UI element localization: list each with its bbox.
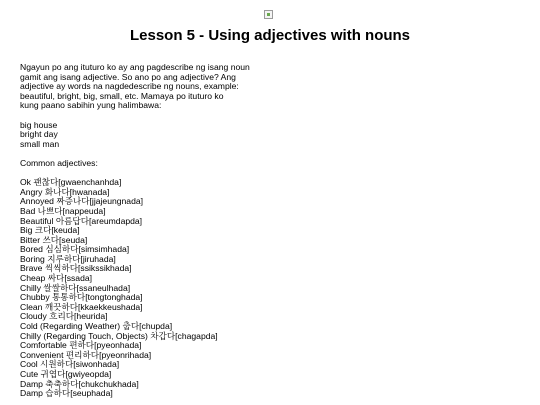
adjective-item: Damp 습하다[seuphada] (20, 388, 113, 399)
adjective-item: Annoyed 짜증나다[jjajeungnada] (20, 196, 144, 207)
adjective-item: Bad 나쁘다[nappeuda] (20, 205, 106, 216)
intro-line: Ngayun po ang ituturo ko ay ang pagdescribe ng isang noun (20, 62, 250, 72)
intro-paragraph (20, 63, 280, 111)
adjectives-heading: Common adjectives: (20, 157, 98, 168)
examples-list (20, 121, 280, 150)
intro-line: adjective ay words na nagdedescribe ng nouns, example: (20, 81, 239, 92)
example-item: big house (20, 119, 58, 130)
adjective-item: Cold (Regarding Weather) 춥다[chupda] (20, 321, 173, 332)
intro-line: kung paano sabihin yung halimbawa: (20, 100, 162, 111)
adjective-item: Convenient 편리하다[pyeonrihada] (20, 349, 152, 360)
adjective-item: Cool 시원하다[siwonhada] (20, 359, 120, 370)
adjective-item: Cloudy 흐리다[heurida] (20, 311, 108, 322)
adjective-item: Chubby 통통하다[tongtonghada] (20, 292, 143, 303)
adjective-item: Chilly 쌀쌀하다[ssaneulhada] (20, 282, 131, 293)
page-title: Lesson 5 - Using adjectives with nouns (129, 27, 411, 44)
intro-line: gamit ang isang adjective. So ano po ang adjective? Ang (20, 71, 236, 82)
adjective-item: Chilly (Regarding Touch, Objects) 차갑다[chagapda] (20, 330, 218, 341)
adjective-item: Cheap 싸다[ssada] (20, 273, 93, 284)
adjective-item: Bitter 쓰다[seuda] (20, 234, 88, 245)
adjective-item: Comfortable 편하다[pyeonhada] (20, 340, 142, 351)
lesson-content (20, 63, 280, 399)
adjective-item: Beautiful 아름답다[areumdapda] (20, 215, 143, 226)
example-item: bright day (20, 129, 58, 140)
adjectives-list (20, 178, 280, 399)
intro-line: beautiful, bright, big, small, etc. Mamaya po ituturo ko (20, 90, 224, 101)
adjective-item: Ok 괜찮다[gwaenchanhda] (20, 177, 122, 188)
adjective-item: Angry 화나다[hwanada] (20, 186, 110, 197)
adjective-item: Big 크다[keuda] (20, 225, 80, 236)
adjective-item: Damp 축축하다[chukchukhada] (20, 378, 139, 389)
adjective-item: Cute 귀엽다[gwiyeopda] (20, 369, 112, 379)
adjective-item: Boring 지루하다[jiruhada] (20, 253, 116, 264)
adjective-item: Clean 깨끗하다[kkaekkeushada] (20, 301, 143, 312)
example-item: small man (20, 138, 60, 149)
broken-image-icon (264, 10, 273, 19)
adjective-item: Bored 심심하다[simsimhada] (20, 244, 130, 255)
adjective-item: Brave 씩씩하다[ssikssikhada] (20, 263, 132, 274)
